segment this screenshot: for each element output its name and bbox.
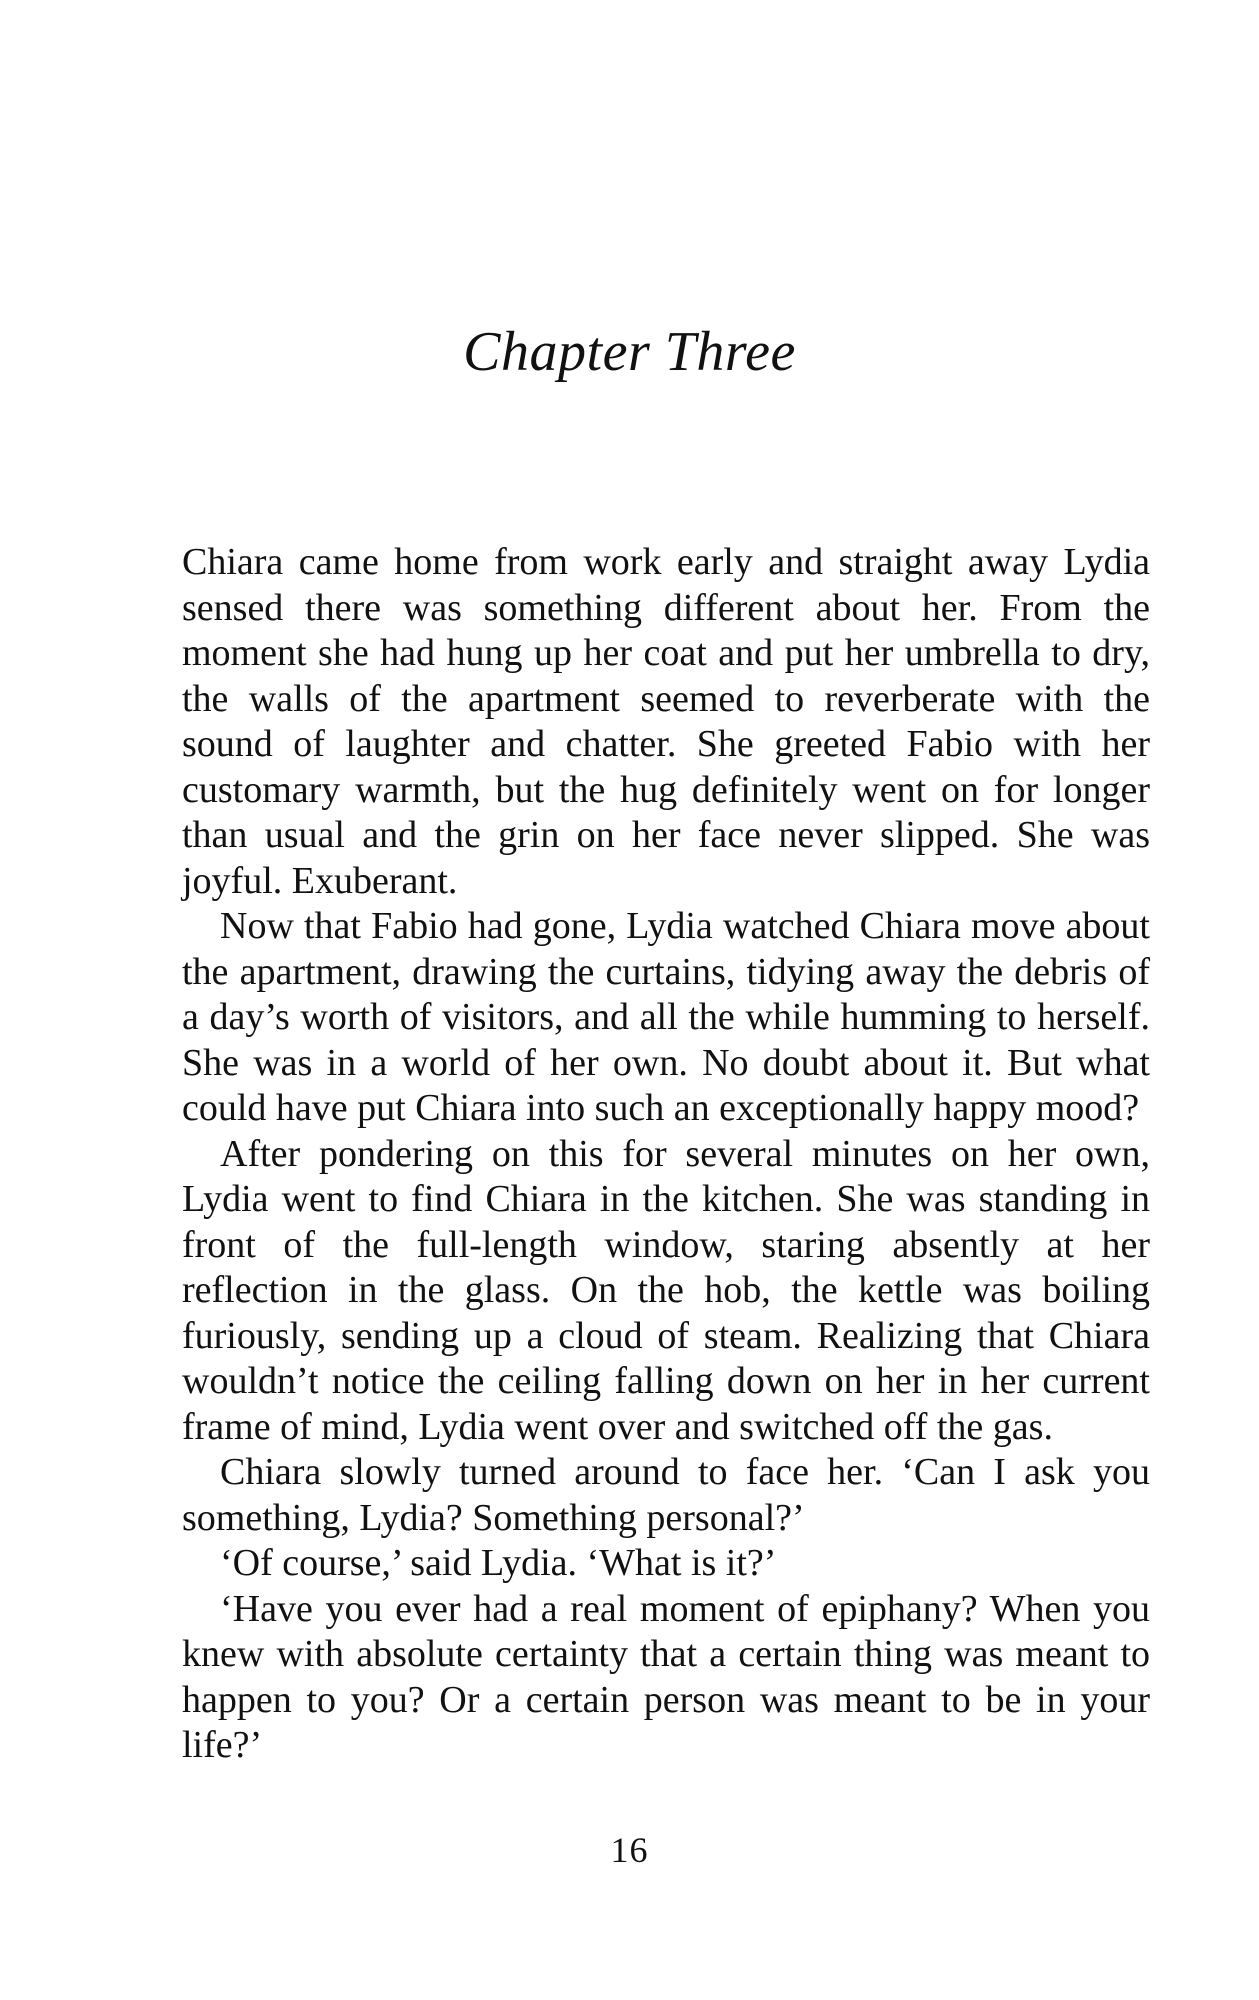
chapter-body (182, 540, 1150, 1769)
page-number: 16 (610, 1830, 649, 1870)
paragraph: Now that Fabio had gone, Lydia watched Chiara move about the apartment, drawing the curtains, tidying away the debris of a day’s worth of visitors, and all the while humming to herself. She was in a world of her own. No doubt about it. But what could have put Chiara into such an exceptionally happy mood? (182, 905, 1150, 1129)
paragraph: ‘Have you ever had a real moment of epiphany? When you knew with absolute certainty that a certain thing was meant to happen to you? Or a certain person was meant to be in your life?’ (182, 1587, 1150, 1766)
paragraph: ‘Of course,’ said Lydia. ‘What is it?’ (220, 1542, 777, 1584)
paragraph: Chiara slowly turned around to face her. ‘Can I ask you something, Lydia? Something personal?’ (182, 1451, 1150, 1539)
paragraph: After pondering on this for several minutes on her own, Lydia went to find Chiara in the kitchen. She was standing in front of the full-length window, staring absently at her reflection in the glass. On the hob, the kettle was boiling furiously, sending up a cloud of steam. Realizing that Chiara wouldn’t notice the ceiling falling down on her in her current frame of mind, Lydia went over and switched off the gas. (182, 1132, 1150, 1448)
paragraph: Chiara came home from work early and straight away Lydia sensed there was something different about her. From the moment she had hung up her coat and put her umbrella to dry, the walls of the apartment seemed to reverberate with the sound of laughter and chatter. She greeted Fabio with her customary warmth, but the hug definitely went on for longer than usual and the grin on her face never slipped. She was joyful. Exuberant. (182, 541, 1150, 902)
chapter-title: Chapter Three (463, 321, 796, 383)
